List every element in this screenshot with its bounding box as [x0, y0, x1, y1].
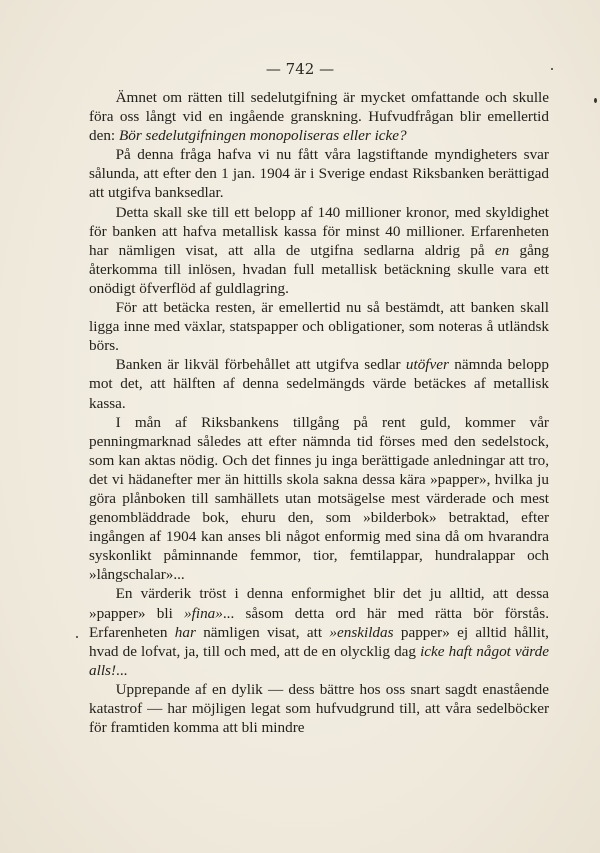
- text-run: ... såsom detta ord här med rätta bör förstås. Erfarenheten: [89, 604, 550, 641]
- ink-speck: [551, 68, 553, 70]
- text-run: På denna fråga hafva vi nu fått våra lagstiftande myndigheters svar sålunda, att efter den 1 jan. 1904 är i Sverige endast Riksbanken berättigad att utgifva banksedlar.: [89, 146, 549, 202]
- body-text: [89, 88, 549, 737]
- paragraph: [89, 584, 549, 679]
- italic-text: »enskildas: [329, 623, 394, 641]
- paragraph: [89, 145, 549, 202]
- italic-text: icke haft något värde alls!: [89, 642, 549, 679]
- text-run: gång återkomma till inlösen, hvadan full metallisk betäckning skulle vara ett onödigt öfverflöd af guldlagring.: [89, 241, 549, 297]
- text-run: Detta skall ske till ett belopp af 140 millioner kronor, med skyldighet för banken att hafva metallisk kassa för minst 40 millioner. Erfarenheten har nämligen visat, att alla de utgifna sedlarna aldrig på: [89, 203, 549, 259]
- italic-text: utöfver: [405, 356, 449, 374]
- paragraph: [89, 88, 549, 145]
- paragraph: [89, 355, 549, 412]
- text-run: papper» ej alltid hållit, hvad de lofvat, ja, till och med, att de en olycklig dag: [89, 623, 549, 660]
- paragraph: [89, 680, 549, 737]
- text-run: ...: [116, 661, 128, 679]
- text-run: Banken är likväl förbehållet att utgifva sedlar: [115, 356, 406, 374]
- page-number: — 742 —: [265, 60, 335, 78]
- text-run: Upprepande af en dylik — dess bättre hos oss snart sagdt enastående katastrof — har möjligen legat som hufvudgrund till, att våra sedelböcker för framtiden komma att bli mindre: [89, 680, 549, 737]
- text-run: I mån af Riksbankens tillgång på rent guld, kommer vår penningmarknad således att efter nämnda tid förses med den sedelstock, som kan aktas nödig. Och det finnes ju inga berättigade anledningar att tro, det vi hädanefter mer än hittills skola sakna dessa kära »papper», hvilka ju göra plånboken till samhällets utan motsägelse mest värderade och mest genombläddrade bok, ehuru den, som »bilderbok» betraktad, efter ingången af 1904 kan anses bli något enformig med sina då om hvarandra syskonlikt påminnande femmor, tior, femtilappar, hundralappar och »långschalar»...: [89, 413, 549, 584]
- paragraph: [89, 298, 549, 355]
- text-run: nämligen visat, att: [195, 623, 330, 641]
- paragraph: [89, 203, 549, 298]
- italic-text: Bör sedelutgifningen monopoliseras eller icke?: [118, 127, 407, 145]
- text-run: Ämnet om rätten till sedelutgifning är mycket omfattande och skulle föra oss långt vid en ingående granskning. Hufvudfrågan blir emellertid den:: [89, 89, 549, 145]
- italic-text: »fina»: [184, 604, 223, 622]
- text-run: För att betäcka resten, är emellertid nu så bestämdt, att banken skall ligga inne med växlar, statspapper och obligationer, som noteras å utländsk börs.: [89, 299, 549, 355]
- text-run: nämnda belopp mot det, att hälften af denna sedelmängds värde betäckes af metallisk kassa.: [89, 356, 549, 412]
- ink-speck: [76, 636, 78, 638]
- text-run: En värderik tröst i denna enformighet blir det ju alltid, att dessa »papper» bli: [89, 585, 549, 622]
- italic-text: en: [494, 241, 510, 259]
- italic-text: har: [174, 623, 196, 641]
- ink-speck: [594, 98, 597, 103]
- paragraph: [89, 413, 549, 585]
